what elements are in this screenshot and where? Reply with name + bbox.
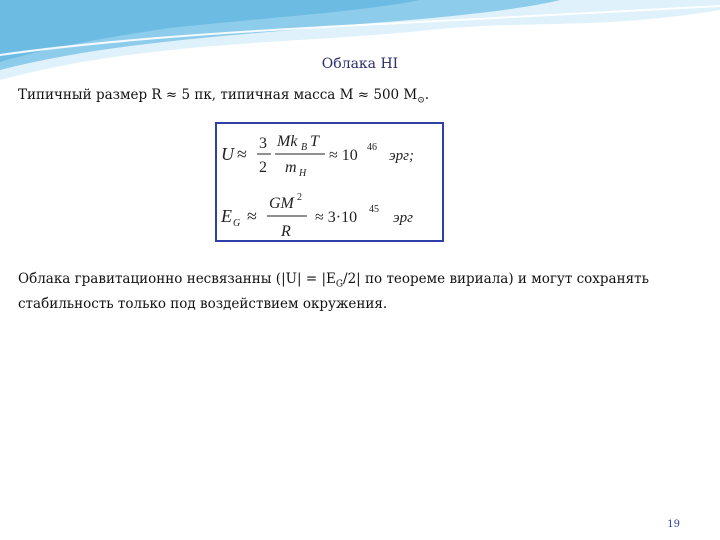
svg-text:R: R (281, 223, 291, 240)
svg-text:эрг;: эрг; (389, 148, 414, 164)
svg-text:≈: ≈ (237, 144, 247, 164)
u-symbol: U (221, 144, 234, 164)
svg-text:45: 45 (369, 204, 379, 215)
virial-paragraph: Облака гравитационно несвязанны ($|U| = |E_G/2|$ по теореме вириала) и могут сохранять стабильность только под воздействием окружения. (18, 271, 649, 312)
sun-symbol: ⊙ (417, 95, 425, 106)
svg-text:≈ 10: ≈ 10 (329, 147, 358, 164)
svg-text:≈: ≈ (247, 206, 257, 226)
header-wave-decoration (0, 0, 720, 90)
svg-text:T: T (310, 133, 319, 150)
svg-text:эрг: эрг (393, 210, 413, 226)
formula-box (215, 122, 444, 242)
typical-size-line: Типичный размер R ≈ 5 пк, типичная масса M ≈ 500 $M_⊙$. (18, 87, 430, 106)
formulas-svg (217, 124, 446, 244)
svg-text:GM: GM (269, 195, 294, 212)
svg-text:2: 2 (259, 159, 267, 176)
svg-text:≈ 3·10: ≈ 3·10 (315, 209, 358, 226)
slide-title: Облака HI (321, 56, 399, 72)
page-number: 19 (667, 519, 680, 530)
svg-text:2: 2 (297, 192, 302, 203)
svg-text:3: 3 (259, 135, 267, 152)
svg-text:Mk: Mk (277, 133, 298, 150)
svg-text:46: 46 (367, 142, 377, 153)
svg-text:B: B (301, 142, 308, 153)
svg-text:G: G (233, 218, 241, 229)
eg-symbol: E (221, 206, 232, 226)
typical-size-text: Типичный размер R ≈ 5 пк, типичная масса M ≈ 500 M (18, 87, 418, 103)
svg-text:m: m (285, 159, 297, 176)
svg-text:H: H (299, 168, 307, 179)
